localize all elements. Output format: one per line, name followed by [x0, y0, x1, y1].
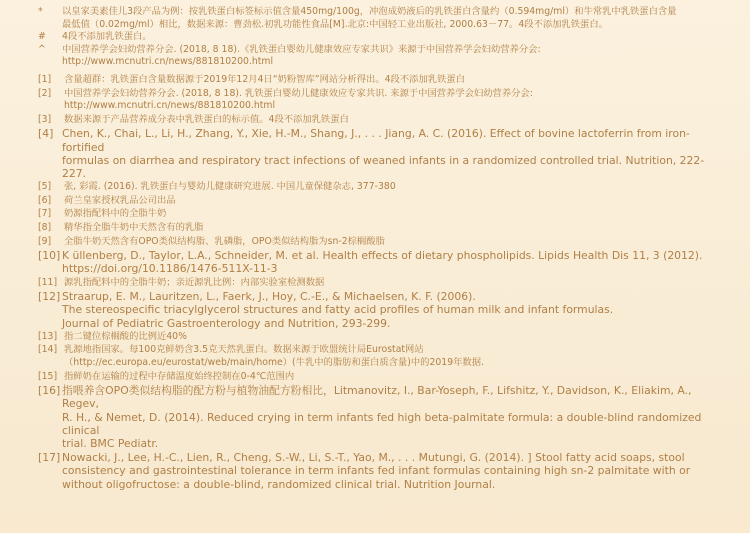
reference-item — [38, 249, 726, 275]
references-section — [38, 74, 726, 491]
reference-text — [64, 195, 726, 208]
reference-number: [1] — [38, 73, 52, 85]
reference-item — [38, 222, 726, 235]
reference-item — [38, 208, 726, 221]
reference-number: [15] — [38, 370, 58, 382]
reference-item — [38, 181, 726, 194]
reference-number: [5] — [38, 181, 52, 193]
text-line: 指二键位棕榈酸的比例近40% — [64, 330, 187, 342]
text-line: Journal of Pediatric Gastroenterology and Nutrition, 293-299. — [62, 316, 391, 330]
reference-item — [38, 74, 726, 87]
text-line: （http://ec.europa.eu/eurostat/web/main/home）(牛乳中的脂肪和蛋白质含量)中的2019年数据. — [64, 356, 484, 368]
reference-number: [17] — [38, 451, 61, 465]
text-line: consistency and gastrointestinal tolerance in term infants fed infant formulas containing high sn-2 palmitate with or — [62, 464, 691, 478]
reference-text — [64, 181, 726, 194]
footnote-mark: ^ — [38, 43, 46, 55]
reference-text — [62, 384, 726, 450]
reference-item — [38, 371, 726, 384]
reference-item — [38, 331, 726, 344]
reference-item — [38, 384, 726, 450]
reference-number: [4] — [38, 127, 54, 141]
reference-item — [38, 277, 726, 290]
reference-text — [64, 277, 726, 290]
footnote-text — [62, 31, 152, 44]
text-line: 奶源指配料中的全脂牛奶 — [64, 208, 167, 220]
text-line: trial. BMC Pediatr. — [62, 436, 159, 450]
text-line: without oligofructose: a double-blind, randomized clinical trial. Nutrition Journal. — [62, 477, 496, 491]
reference-text — [64, 88, 726, 113]
text-line: Chen, K., Chai, L., Li, H., Zhang, Y., Xie, H.-M., Shang, J., . . . Jiang, A. C. (2016). Effect of bovine lactoferrin from iron-fortified — [62, 127, 690, 154]
footnote-mark: * — [38, 6, 43, 17]
footnote — [38, 44, 726, 69]
text-line: Nowacki, J., Lee, H.-C., Lien, R., Cheng, S.-W., Li, S.-T., Yao, M., . . . Mutungi, G. (2014). ] Stool fatty acid soaps, stool — [62, 451, 685, 465]
reference-text — [64, 236, 726, 249]
reference-text — [64, 344, 726, 369]
reference-item — [38, 114, 726, 127]
reference-number: [7] — [38, 208, 52, 220]
text-line: 指喂养含OPO类似结构脂的配方粉与植物油配方粉相比，Litmanovitz, I., Bar-Yoseph, F., Lifshitz, Y., Davidson, K., Eliakim, A., Regev, — [62, 384, 692, 411]
reference-item — [38, 88, 726, 113]
reference-text — [62, 451, 726, 491]
reference-number: [9] — [38, 235, 52, 247]
reference-number: [2] — [38, 87, 52, 99]
text-line: http://www.mcnutri.cn/news/881810200.html — [64, 100, 276, 112]
text-line: The stereospecific triacylglycerol structures and fatty acid profiles of human milk and infant formulas. — [62, 303, 614, 317]
text-line: 源乳指配料中的全脂牛奶；亲近源乳比例：内部实验室检测数据 — [64, 276, 325, 288]
reference-item — [38, 344, 726, 369]
reference-number: [6] — [38, 194, 52, 206]
text-line: 张, 彩霞. (2016). 乳铁蛋白与婴幼儿健康研究进展. 中国儿童保健杂志, 377-380 — [64, 181, 396, 193]
reference-number: [11] — [38, 276, 58, 288]
reference-text — [64, 331, 726, 344]
text-line: 数据来源于产品营养成分表中乳铁蛋白的标示值。4段不添加乳铁蛋白 — [64, 113, 349, 125]
reference-text — [62, 127, 726, 180]
reference-text — [64, 74, 726, 87]
reference-number: [3] — [38, 113, 52, 125]
text-line: 荷兰皇家授权乳品公司出品 — [64, 194, 176, 206]
reference-item — [38, 451, 726, 491]
notes-section — [38, 6, 726, 69]
reference-item — [38, 290, 726, 330]
text-line: R. H., & Nemet, D. (2014). Reduced crying in term infants fed high beta-palmitate formula: a double-blind randomized clinical — [62, 410, 702, 437]
text-line: 以皇家美素佳儿3段产品为例：按乳铁蛋白标签标示值含量450mg/100g，冲泡成奶液后的乳铁蛋白含量约（0.594mg/ml）和牛常乳中乳铁蛋白含量 — [62, 6, 677, 17]
text-line: 精华指全脂牛奶中天然含有的乳脂 — [64, 221, 204, 233]
text-line: 最低值（0.02mg/ml）相比，数据来源：曹劲松.初乳功能性食品[M].北京:中国轻工业出版社, 2000.63－77。4段不添加乳铁蛋白。 — [62, 18, 608, 30]
reference-item — [38, 236, 726, 249]
reference-text — [62, 290, 726, 330]
reference-text — [64, 114, 726, 127]
text-line: 含量超群：乳铁蛋白含量数据源于2019年12月4日“奶粉智库”网站分析得出。4段不添加乳铁蛋白 — [64, 73, 465, 85]
footnote-text — [62, 6, 676, 31]
footnote-text — [62, 44, 541, 69]
reference-number: [10] — [38, 249, 61, 263]
reference-number: [13] — [38, 330, 58, 342]
text-line: 中国营养学会妇幼营养分会. (2018, 8 18). 乳铁蛋白婴幼儿健康效应专家共识. 来源于中国营养学会妇幼营养分会: — [64, 87, 533, 99]
text-line: Straarup, E. M., Lauritzen, L., Faerk, J., Hoy, C.-E., & Michaelsen, K. F. (2006). — [62, 290, 476, 304]
reference-item — [38, 127, 726, 180]
footnote — [38, 6, 726, 31]
text-line: https://doi.org/10.1186/1476-511X-11-3 — [62, 262, 278, 276]
reference-text — [64, 208, 726, 221]
footnote-mark: # — [38, 31, 46, 43]
spacer — [38, 69, 726, 73]
text-line: 中国营养学会妇幼营养分会. (2018, 8 18).《乳铁蛋白婴幼儿健康效应专家共识》来源于中国营养学会妇幼营养分会: — [62, 43, 541, 55]
reference-number: [16] — [38, 384, 61, 398]
text-line: http://www.mcnutri.cn/news/881810200.html — [62, 56, 274, 68]
text-line: formulas on diarrhea and respiratory tract infections of weaned infants in a randomized controlled trial. Nutrition, 222-227. — [62, 153, 705, 180]
reference-text — [64, 222, 726, 235]
text-line: 全脂牛奶天然含有OPO类似结构脂、乳磷脂，OPO类似结构脂为sn-2棕榈酸脂 — [64, 235, 385, 247]
reference-item — [38, 195, 726, 208]
reference-text — [62, 249, 726, 275]
footnote — [38, 31, 726, 44]
text-line: 指鲜奶在运输的过程中存储温度始终控制在0-4℃范围内 — [64, 370, 295, 382]
text-line: 乳源地指国家。每100克鲜奶含3.5克天然乳蛋白。数据来源于欧盟统计局Eurostat网站 — [64, 344, 424, 356]
reference-text — [64, 371, 726, 384]
reference-number: [12] — [38, 290, 61, 304]
reference-number: [8] — [38, 221, 52, 233]
text-line: 4段不添加乳铁蛋白。 — [62, 31, 152, 43]
reference-number: [14] — [38, 344, 58, 356]
text-line: K üllenberg, D., Taylor, L.A., Schneider, M. et al. Health effects of dietary phospholipids. Lipids Health Dis 11, 3 (2012). — [62, 249, 703, 263]
